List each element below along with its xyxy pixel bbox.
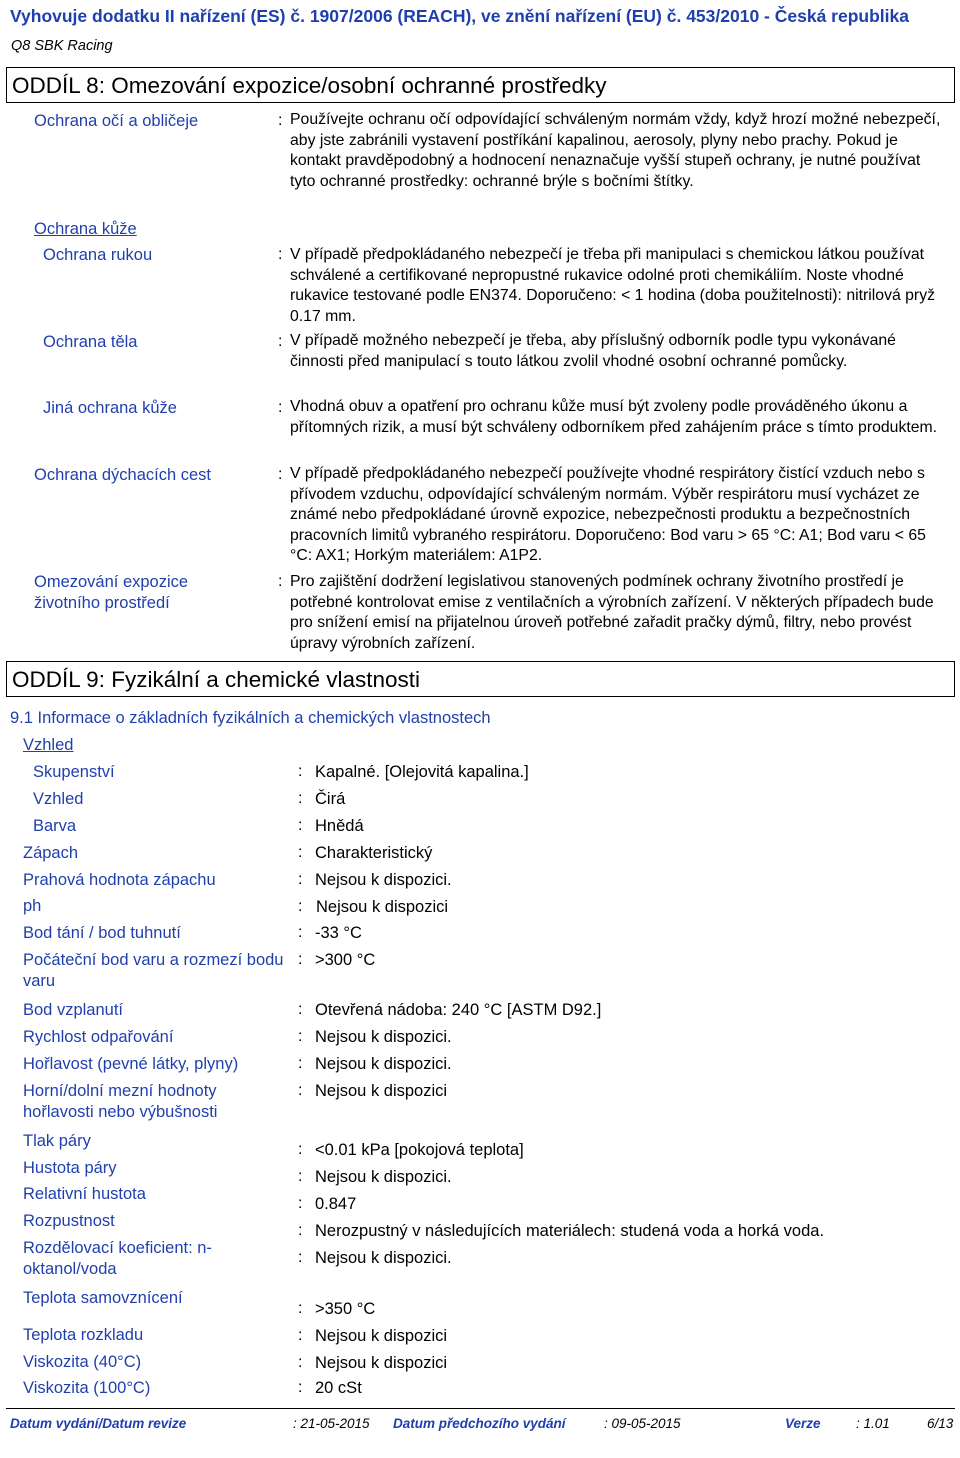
property-value: Nejsou k dispozici	[315, 1082, 448, 1100]
property-value: Nejsou k dispozici	[315, 1354, 448, 1372]
property-label: Viskozita (40°C)	[23, 1353, 142, 1371]
property-label: Bod tání / bod tuhnutí	[23, 924, 181, 942]
property-value: Nejsou k dispozici.	[315, 871, 452, 889]
colon: :	[298, 871, 303, 888]
colon: :	[298, 1141, 303, 1158]
colon: :	[298, 898, 303, 915]
colon: :	[298, 1082, 303, 1099]
property-label: Skupenství	[33, 763, 115, 781]
colon: :	[278, 399, 283, 416]
colon: :	[298, 1354, 303, 1371]
colon: :	[298, 1055, 303, 1072]
property-label: Počáteční bod varu a rozmezí bodu varu	[23, 951, 284, 990]
property-label: Teplota rozkladu	[23, 1326, 144, 1344]
property-value: Hnědá	[315, 817, 364, 835]
property-value: Nejsou k dispozici	[315, 1327, 448, 1345]
property-label: Zápach	[23, 844, 79, 862]
colon: :	[298, 1168, 303, 1185]
label-appearance-group: Vzhled	[23, 736, 74, 754]
property-value: Nejsou k dispozici.	[315, 1028, 452, 1046]
text-respiratory-protection: V případě předpokládaného nebezpečí používejte vhodné respirátory čistící vzduch nebo s přívodem vzduchu, odpovídající schváleným normám. Výběr respirátoru musí vycházet ze známé nebo předpokládané úrovně expozice, nebezpečnosti produktu a bezpečnostních pracovních limitů vybraného respirátoru. Doporučeno: Bod varu > 65 °C: A1; Bod varu < 65 °C: AX1; Horkým materiálem: A1P2.	[290, 465, 926, 564]
property-value: -33 °C	[315, 924, 362, 942]
colon: :	[298, 817, 303, 834]
label-other-skin-protection: Jiná ochrana kůže	[43, 399, 177, 417]
property-label: Teplota samovznícení	[23, 1289, 183, 1307]
property-value: Otevřená nádoba: 240 °C [ASTM D92.]	[315, 1001, 602, 1019]
label-environmental-exposure: Omezování expozice životního prostředí	[34, 573, 189, 612]
property-label: Bod vzplanutí	[23, 1001, 123, 1019]
property-label: Rozdělovací koeficient: n-oktanol/voda	[23, 1239, 212, 1278]
property-value: >300 °C	[315, 951, 376, 969]
colon: :	[298, 1028, 303, 1045]
product-name: Q8 SBK Racing	[11, 38, 113, 54]
colon: :	[298, 790, 303, 807]
label-skin-protection: Ochrana kůže	[34, 220, 137, 238]
text-eye-protection: Používejte ochranu očí odpovídající schváleným normám vždy, když hrozí možné nebezpečí, aby jste zabránili vystavení postříkání kapalinou, aerosoly, plyny nebo prachy. Pokud je kontakt pravděpodobný a hodnocení nenaznačuje vyšší stupeň ochrany, je nutné používat tyto ochranné prostředky: ochranné brýle s bočními štítky.	[290, 111, 941, 190]
property-value: Nerozpustný v následujících materiálech: studená voda a horká voda.	[315, 1222, 825, 1240]
footer-issue-label: Datum vydání/Datum revize	[10, 1416, 187, 1431]
property-value: Nejsou k dispozici.	[315, 1249, 452, 1267]
section9-subtitle: 9.1 Informace o základních fyzikálních a chemických vlastnostech	[10, 709, 491, 727]
text-body-protection: V případě možného nebezpečí je třeba, aby příslušný odborník podle typu vykonávané činnosti před manipulací s touto látkou zvolil vhodné osobní ochranné pomůcky.	[290, 332, 896, 370]
colon: :	[278, 246, 283, 263]
text-hand-protection: V případě předpokládaného nebezpečí je třeba při manipulaci s chemickou látkou používat schválené a certifikované nepropustné rukavice odolné proti chemikáliím. Noste vhodné rukavice testované podle EN374. Doporučeno: < 1 hodina (doba použitelnosti): nitrilová pryž 0.17 mm.	[290, 246, 935, 325]
document-header-title: Vyhovuje dodatku II nařízení (ES) č. 1907/2006 (REACH), ve znění nařízení (EU) č. 453/2010 - Česká republika	[10, 6, 909, 26]
label-respiratory-protection: Ochrana dýchacích cest	[34, 466, 212, 484]
colon: :	[298, 1300, 303, 1317]
property-label: Hořlavost (pevné látky, plyny)	[23, 1055, 239, 1073]
colon: :	[298, 951, 303, 968]
colon: :	[278, 573, 283, 590]
property-label: ph	[23, 897, 42, 915]
colon: :	[278, 466, 283, 483]
property-value: <0.01 kPa [pokojová teplota]	[315, 1141, 524, 1159]
footer-issue-value: : 21-05-2015	[293, 1416, 370, 1431]
text-environmental-exposure: Pro zajištění dodržení legislativou stanovených podmínek ochrany životního prostředí je potřebné kontrolovat emise z ventilačních a výrobních zařízení. V některých případech bude pro snížení emisí na přijatelnou úroveň potřebné zařadit pračky dýmů, filtry, nebo provést úpravy výrobních zařízení.	[290, 573, 934, 652]
footer-version-value: : 1.01	[856, 1416, 890, 1431]
property-label: Prahová hodnota zápachu	[23, 871, 216, 889]
property-value: Nejsou k dispozici	[316, 898, 449, 916]
property-label: Hustota páry	[23, 1159, 117, 1177]
footer-version-label: Verze	[785, 1416, 821, 1431]
colon: :	[298, 1195, 303, 1212]
colon: :	[298, 1249, 303, 1266]
footer-page-number: 6/13	[927, 1416, 954, 1431]
property-value: 20 cSt	[315, 1379, 362, 1397]
property-label: Barva	[33, 817, 77, 835]
property-label: Rozpustnost	[23, 1212, 115, 1230]
property-label: Tlak páry	[23, 1132, 91, 1150]
colon: :	[298, 1379, 303, 1396]
property-value: Kapalné. [Olejovitá kapalina.]	[315, 763, 529, 781]
text-other-skin-protection: Vhodná obuv a opatření pro ochranu kůže musí být zvoleny podle prováděného úkonu a přítomných rizik, a musí být schváleny odborníkem před zahájením práce s tímto produktem.	[290, 398, 938, 436]
footer-divider	[6, 1408, 955, 1409]
property-value: Nejsou k dispozici.	[315, 1055, 452, 1073]
label-hand-protection: Ochrana rukou	[43, 246, 153, 264]
colon: :	[298, 1001, 303, 1018]
property-label: Rychlost odpařování	[23, 1028, 174, 1046]
colon: :	[298, 844, 303, 861]
colon: :	[278, 112, 283, 129]
label-eye-protection: Ochrana očí a obličeje	[34, 112, 199, 130]
colon: :	[298, 763, 303, 780]
property-label: Vzhled	[33, 790, 84, 808]
property-label: Horní/dolní mezní hodnoty hořlavosti nebo výbušnosti	[23, 1082, 218, 1121]
property-label: Relativní hustota	[23, 1185, 146, 1203]
property-value: Nejsou k dispozici.	[315, 1168, 452, 1186]
property-label: Viskozita (100°C)	[23, 1379, 151, 1397]
footer-prev-value: : 09-05-2015	[604, 1416, 681, 1431]
section8-title: ODDÍL 8: Omezování expozice/osobní ochranné prostředky	[12, 73, 607, 98]
colon: :	[298, 1222, 303, 1239]
property-value: >350 °C	[315, 1300, 376, 1318]
colon: :	[298, 924, 303, 941]
colon: :	[298, 1327, 303, 1344]
property-value: Charakteristický	[315, 844, 433, 862]
label-body-protection: Ochrana těla	[43, 333, 138, 351]
property-value: 0.847	[315, 1195, 357, 1213]
footer-prev-label: Datum předchozího vydání	[393, 1416, 566, 1431]
section9-title: ODDÍL 9: Fyzikální a chemické vlastnosti	[12, 667, 421, 692]
colon: :	[278, 333, 283, 350]
property-value: Čirá	[315, 790, 346, 808]
